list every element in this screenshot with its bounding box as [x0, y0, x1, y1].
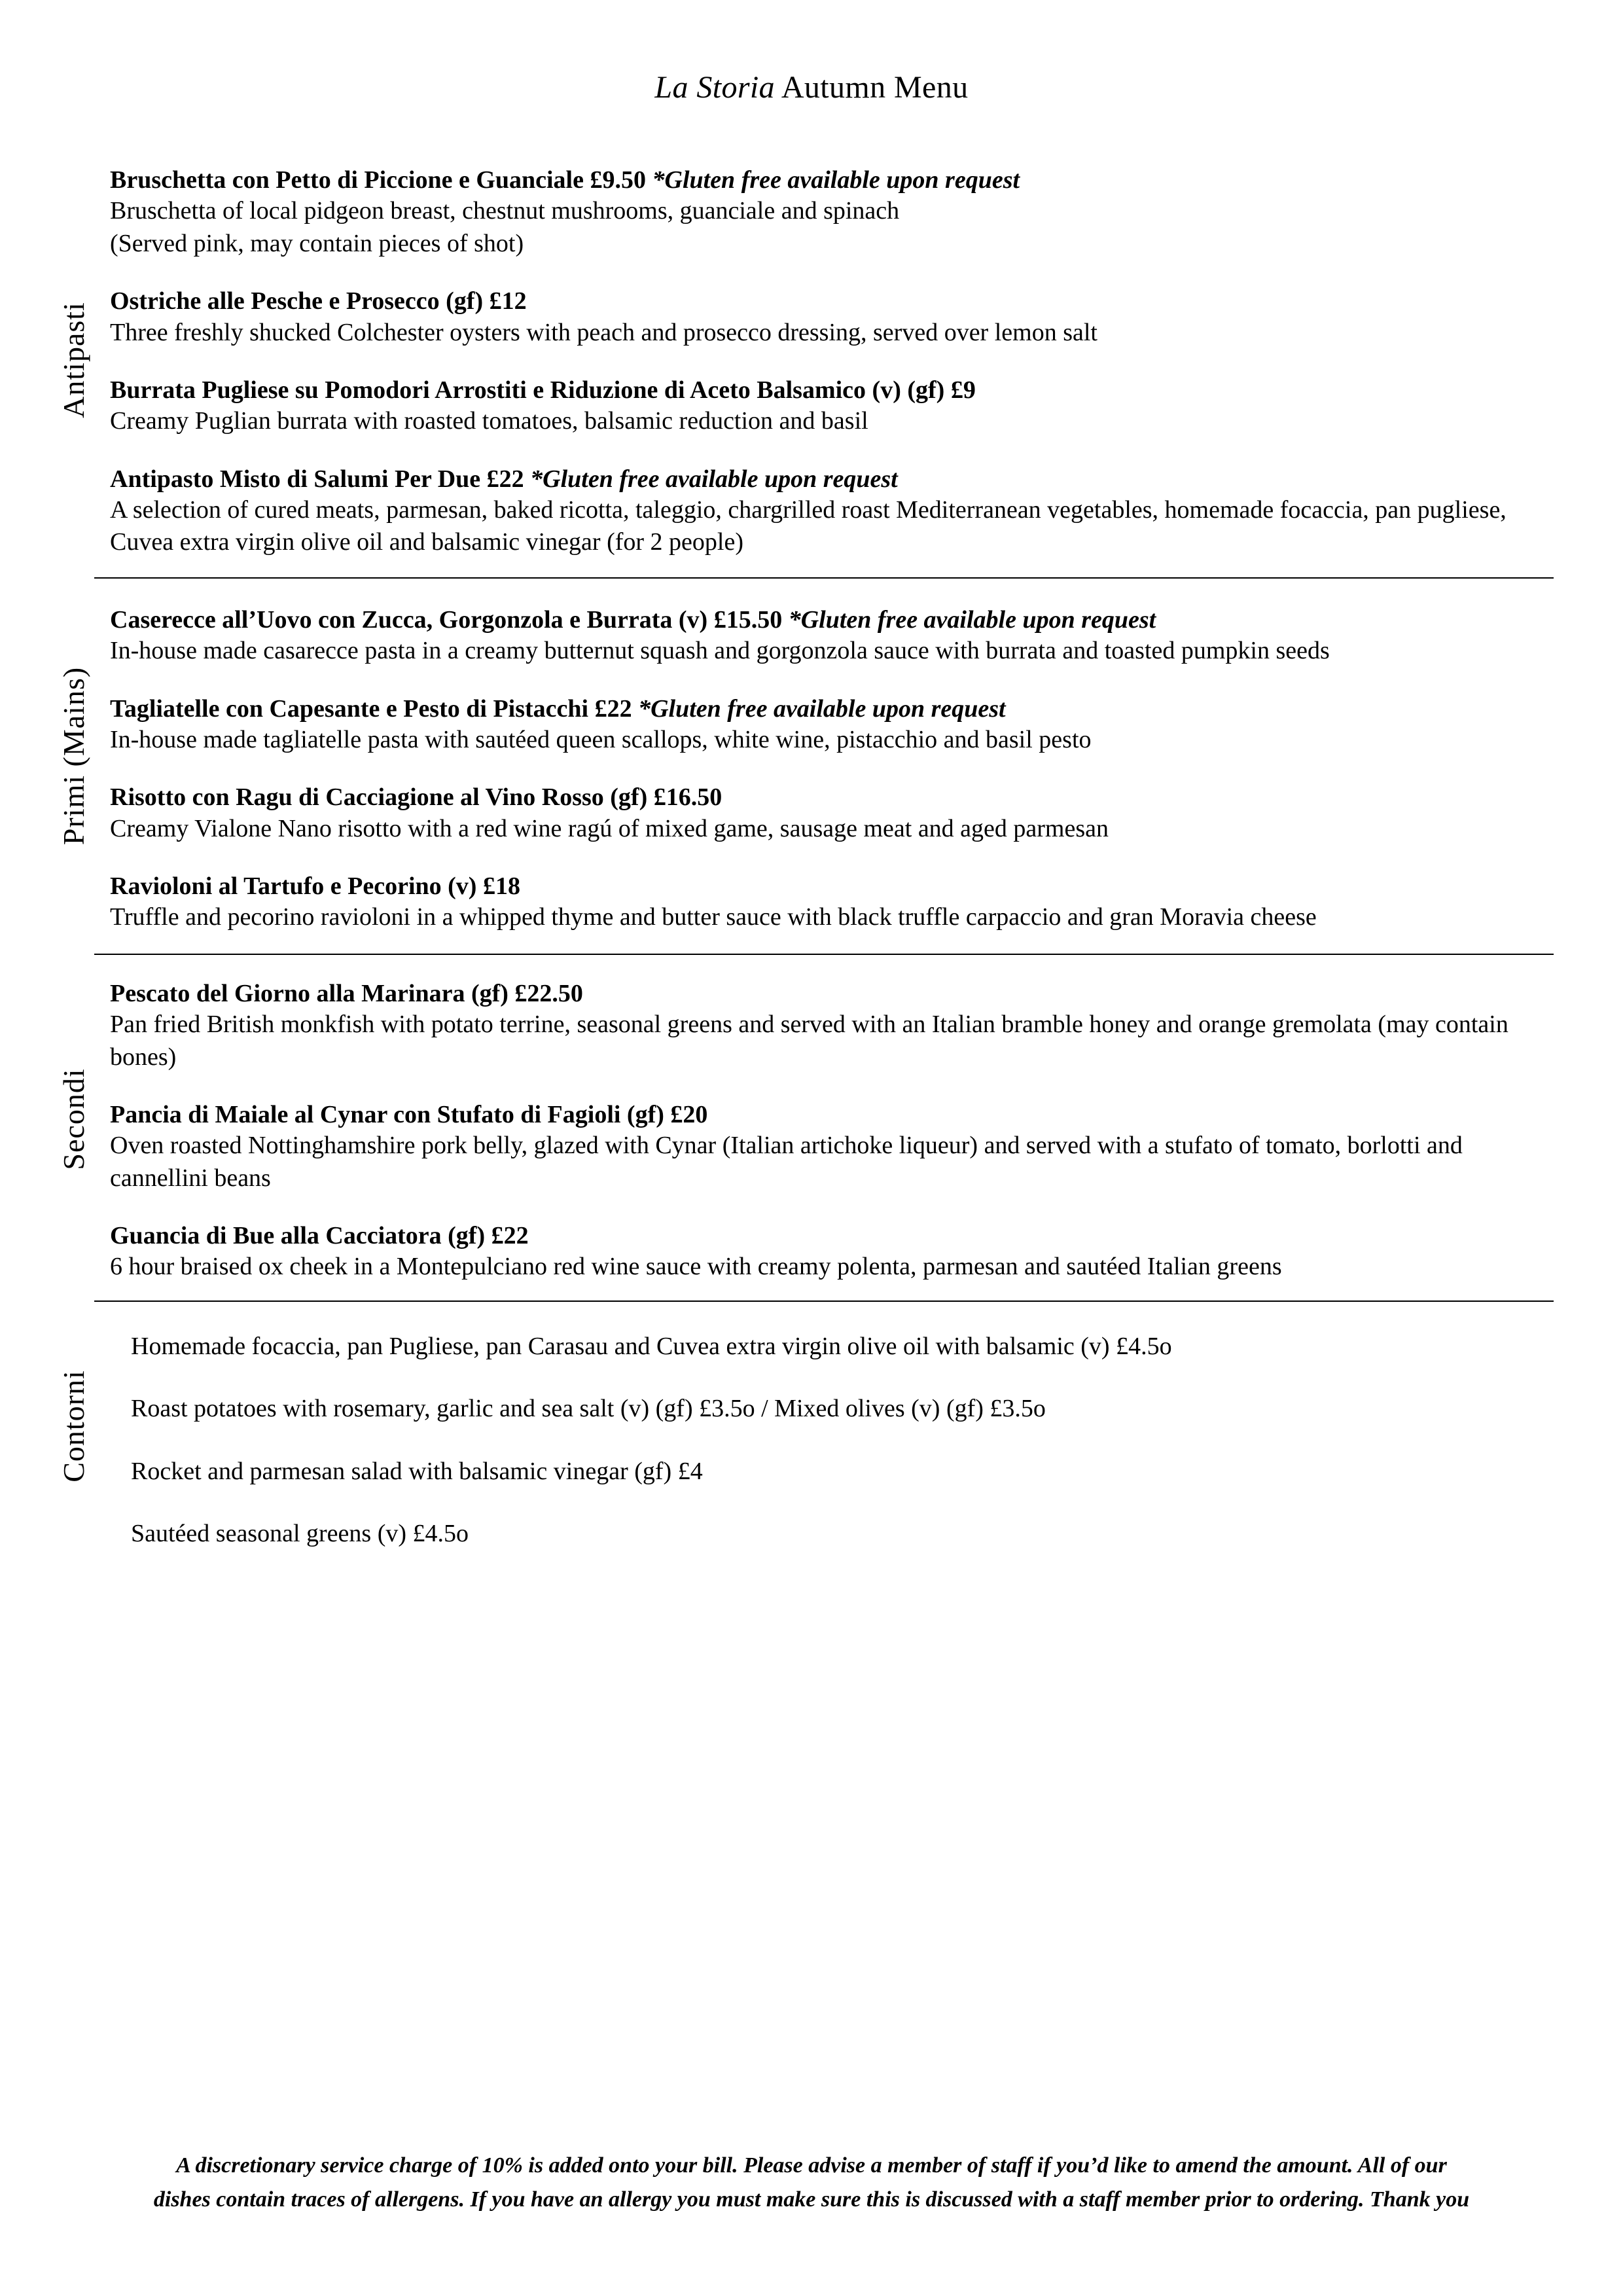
side-dish-item: Roast potatoes with rosemary, garlic and sea salt (v) (gf) £3.5o / Mixed olives (v) (gf) £3.5o: [131, 1395, 1046, 1423]
dish-name: [110, 782, 1544, 812]
section-rail-contorni: [47, 1302, 101, 1551]
dish-note: *Gluten free available upon request: [652, 166, 1020, 194]
dish-title: Risotto con Ragu di Cacciagione al Vino Rosso (gf) £16.50: [110, 783, 722, 812]
dish-title: Bruschetta con Petto di Piccione e Guanciale £9.50: [110, 166, 652, 194]
dish-description: Oven roasted Nottinghamshire pork belly, glazed with Cynar (Italian artichoke liqueur) and served with a stufato of tomato, borlotti and cannellini beans: [110, 1132, 1463, 1192]
dish-note: *Gluten free available upon request: [638, 694, 1006, 723]
section-rail-antipasti: [47, 161, 101, 559]
section-label-antipasti: Antipasti: [57, 302, 90, 418]
dish-title: Pescato del Giorno alla Marinara (gf) £22.50: [110, 979, 583, 1007]
dish-name: [110, 978, 1544, 1009]
section-antipasti: [47, 161, 1544, 559]
dish-name: [110, 605, 1544, 635]
menu-title-rest: Autumn Menu: [775, 70, 969, 105]
dish-name: [110, 375, 1544, 405]
section-primi: [47, 579, 1544, 934]
section-secondi: [47, 955, 1544, 1283]
section-body-secondi: [101, 955, 1544, 1283]
menu-item: [110, 605, 1544, 668]
dish-title: Guancia di Bue alla Cacciatora (gf) £22: [110, 1222, 529, 1250]
menu-item: [110, 1100, 1544, 1194]
menu-item: [110, 782, 1544, 845]
dish-name: [110, 165, 1544, 195]
dish-name: [110, 464, 1544, 494]
menu-item: [110, 464, 1544, 559]
dish-description: 6 hour braised ox cheek in a Montepulciano red wine sauce with creamy polenta, parmesan and sautéed Italian greens: [110, 1253, 1282, 1281]
dish-name: [110, 286, 1544, 316]
page-title: [0, 0, 1623, 103]
dish-name: [110, 871, 1544, 901]
section-rail-primi: [47, 579, 101, 934]
restaurant-name: La Storia: [654, 70, 776, 105]
section-contorni: [47, 1302, 1544, 1551]
dish-description: In-house made tagliatelle pasta with sautéed queen scallops, white wine, pistacchio and basil pesto: [110, 725, 1092, 753]
dish-title: Caserecce all’Uovo con Zucca, Gorgonzola e Burrata (v) £15.50: [110, 605, 789, 634]
menu-item: [110, 286, 1544, 349]
dish-description: Pan fried British monkfish with potato terrine, seasonal greens and served with an Italian bramble honey and orange gremolata (may contain bones): [110, 1011, 1508, 1071]
dish-title: Antipasto Misto di Salumi Per Due £22: [110, 465, 531, 493]
section-body-primi: [101, 579, 1544, 934]
dish-note: *Gluten free available upon request: [788, 605, 1156, 634]
side-dish-item: Rocket and parmesan salad with balsamic vinegar (gf) £4: [131, 1457, 703, 1485]
section-body-antipasti: [101, 161, 1544, 559]
allergen-disclaimer: A discretionary service charge of 10% is added onto your bill. Please advise a member of staff if you’d like to amend the amount. All of our dishes contain traces of allergens. If you have an allergy you must make sure this is discussed with a staff member prior to ordering. Thank you: [153, 2153, 1470, 2212]
dish-description: A selection of cured meats, parmesan, baked ricotta, taleggio, chargrilled roast Mediterranean vegetables, homemade focaccia, pan pugliese, Cuvea extra virgin olive oil and balsamic vinegar (for 2 people): [110, 496, 1507, 556]
dish-description: Creamy Vialone Nano risotto with a red wine ragú of mixed game, sausage meat and aged parmesan: [110, 814, 1109, 842]
dish-description: In-house made casarecce pasta in a creamy butternut squash and gorgonzola sauce with burrata and toasted pumpkin seeds: [110, 637, 1330, 665]
dish-name: [110, 694, 1544, 724]
dish-title: Burrata Pugliese su Pomodori Arrostiti e Riduzione di Aceto Balsamico (v) (gf) £9: [110, 376, 976, 404]
section-rail-secondi: [47, 955, 101, 1283]
dish-description: Creamy Puglian burrata with roasted tomatoes, balsamic reduction and basil: [110, 407, 868, 435]
menu-item: [110, 871, 1544, 934]
dish-name: [110, 1100, 1544, 1130]
dish-note: *Gluten free available upon request: [530, 465, 898, 493]
menu-item: [110, 1221, 1544, 1283]
dish-title: Tagliatelle con Capesante e Pesto di Pistacchi £22: [110, 694, 639, 723]
dish-description: Three freshly shucked Colchester oysters with peach and prosecco dressing, served over lemon salt: [110, 318, 1097, 346]
section-label-contorni: Contorni: [57, 1369, 90, 1482]
menu-item: [110, 165, 1544, 260]
dish-description: Bruschetta of local pidgeon breast, chestnut mushrooms, guanciale and spinach (Served pink, may contain pieces of shot): [110, 197, 900, 257]
dish-title: Pancia di Maiale al Cynar con Stufato di Fagioli (gf) £20: [110, 1100, 708, 1128]
dish-description: Truffle and pecorino ravioloni in a whipped thyme and butter sauce with black truffle carpaccio and gran Moravia cheese: [110, 903, 1317, 931]
dish-name: [110, 1221, 1544, 1251]
dish-title: Ravioloni al Tartufo e Pecorino (v) £18: [110, 872, 520, 901]
section-label-secondi: Secondi: [57, 1068, 90, 1170]
side-dish-item: Sautéed seasonal greens (v) £4.5o: [131, 1519, 469, 1547]
section-label-primi: Primi (Mains): [57, 667, 90, 846]
menu-sections: [0, 161, 1623, 1550]
dish-title: Ostriche alle Pesche e Prosecco (gf) £12: [110, 287, 527, 315]
side-dish-item: Homemade focaccia, pan Pugliese, pan Carasau and Cuvea extra virgin olive oil with balsamic (v) £4.5o: [131, 1332, 1172, 1360]
menu-item: [110, 694, 1544, 757]
menu-item: [110, 978, 1544, 1073]
menu-item: [110, 375, 1544, 438]
section-body-contorni: [101, 1302, 1544, 1551]
